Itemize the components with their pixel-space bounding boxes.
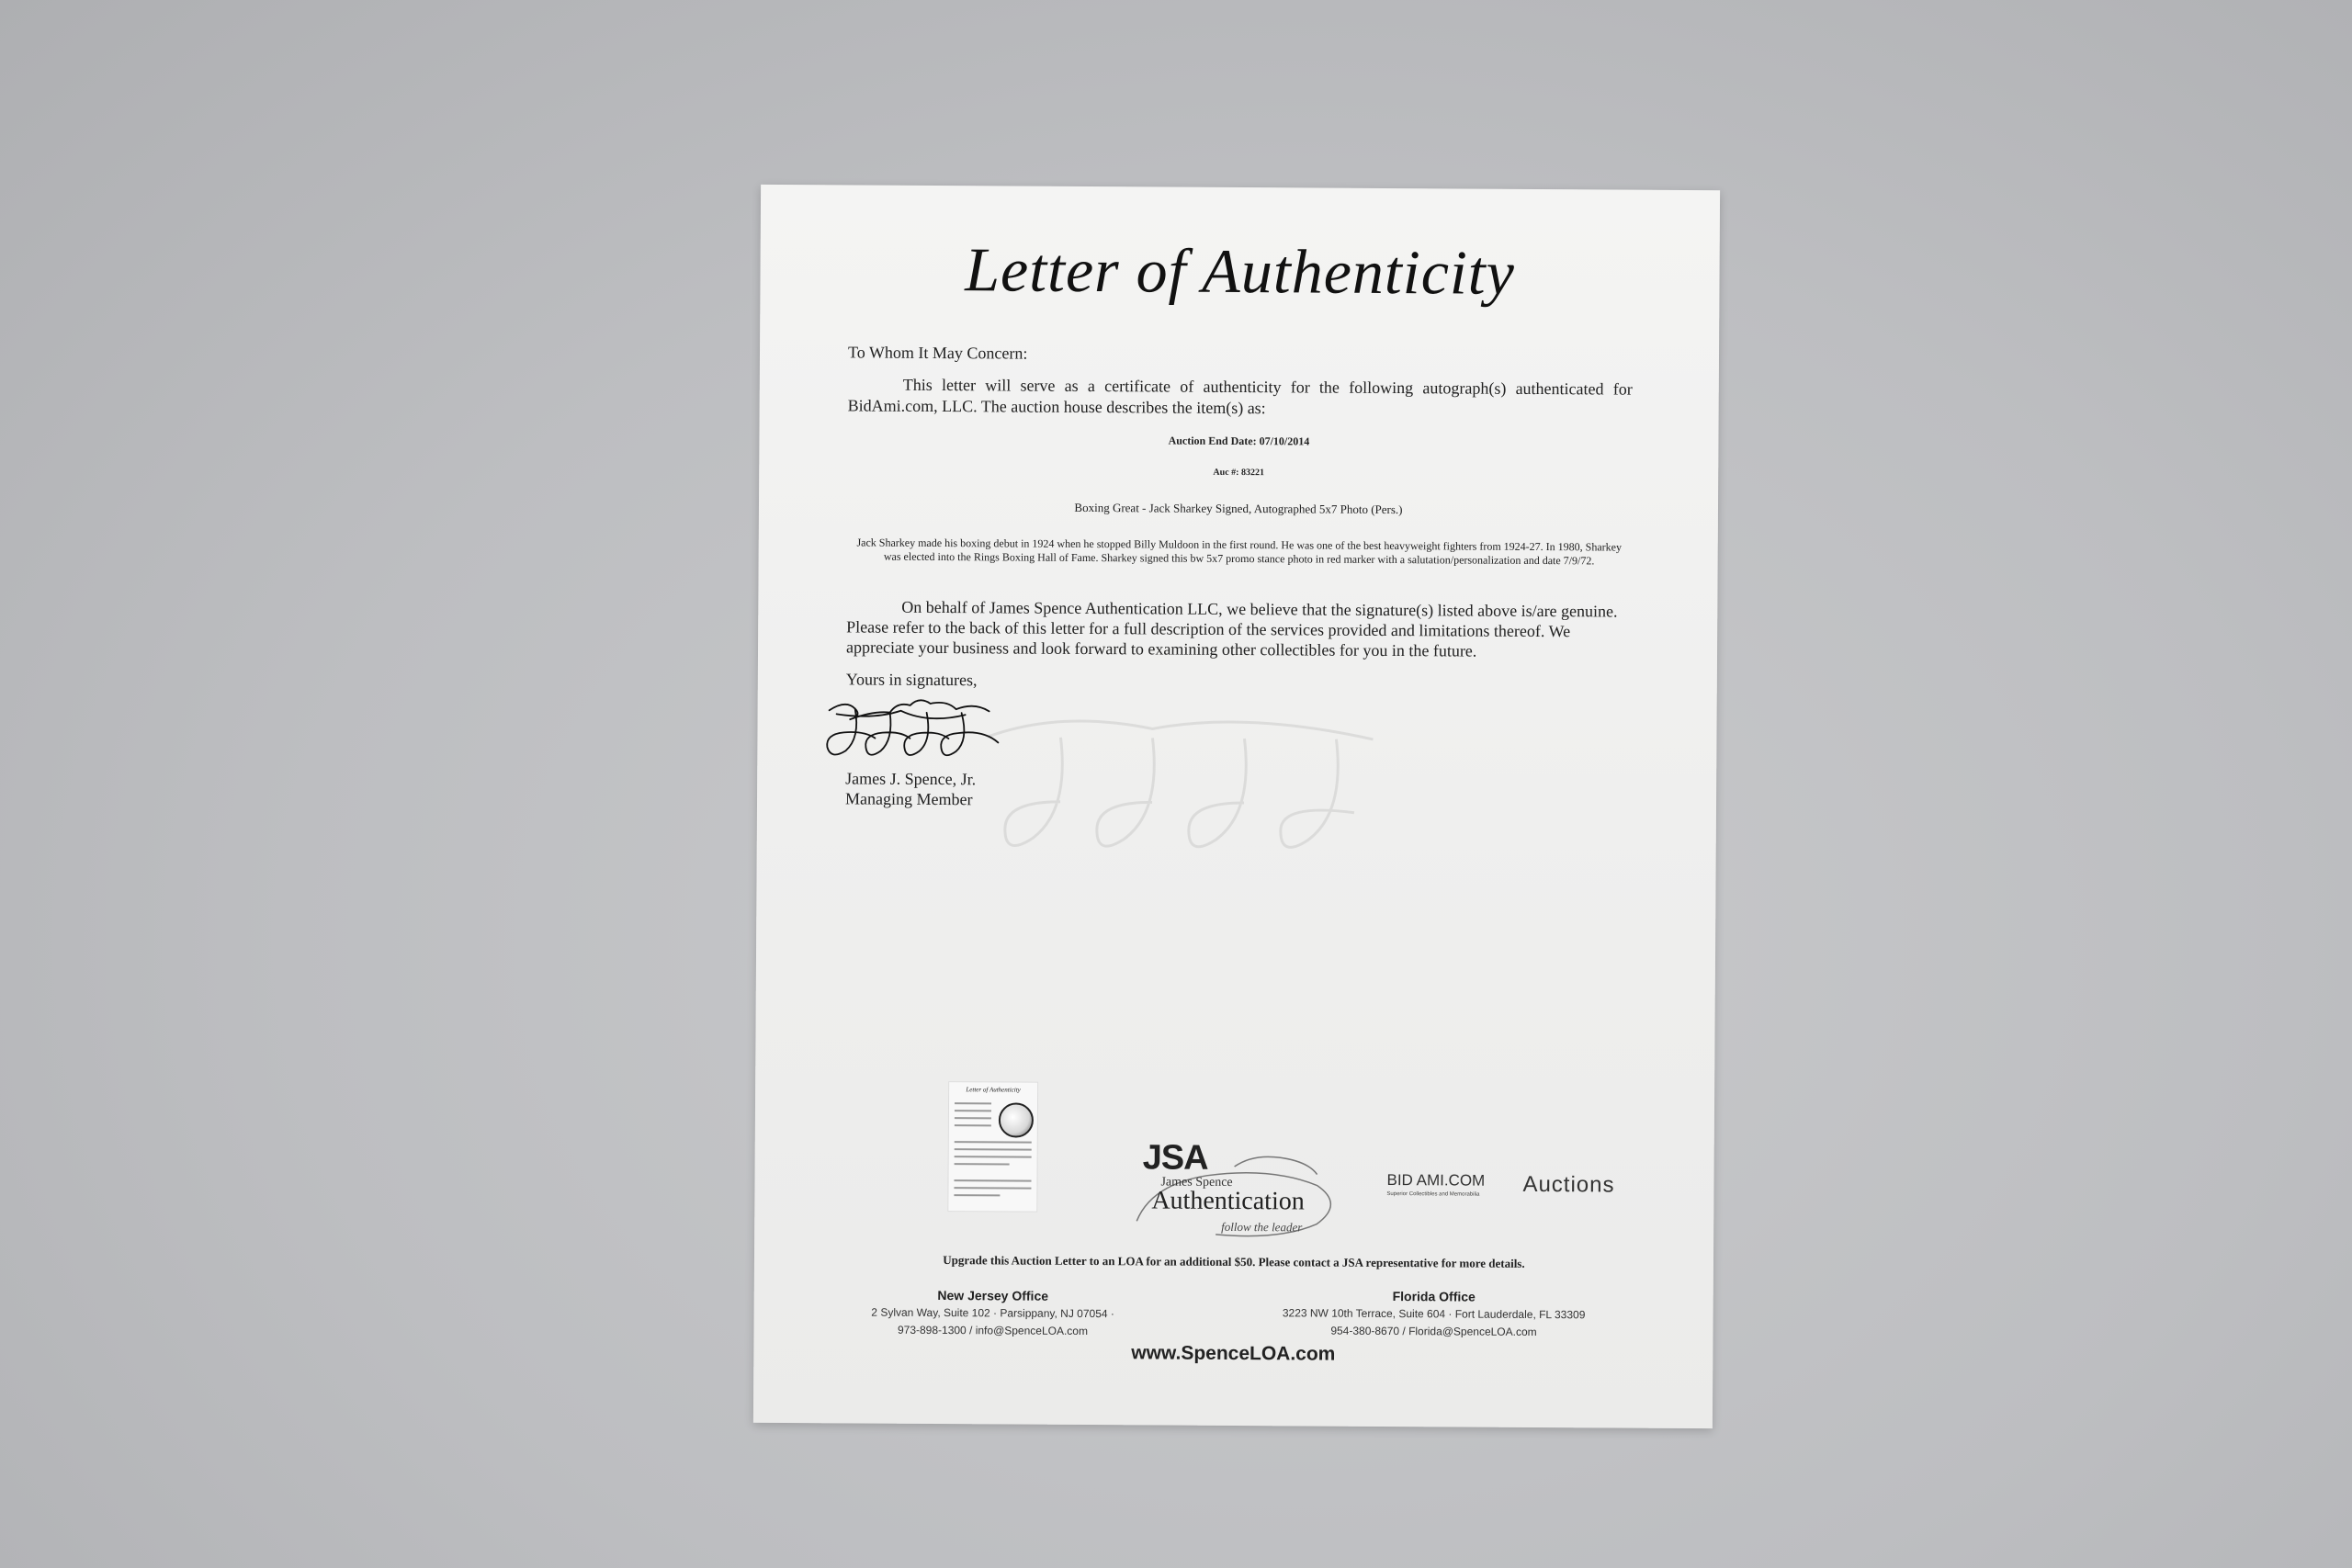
signer-title: Managing Member [844, 789, 973, 809]
body-paragraph: On behalf of James Spence Authentication LLC, we believe that the signature(s) listed above is/are genuine. Please refer to the back of this letter for a full description of the services provided and limitations thereof. We appreciate your business and look forward to examining other collectibles for you in the future. [845, 597, 1618, 660]
jsa-name: James Spence [1160, 1175, 1233, 1190]
bidami-logo [1386, 1171, 1644, 1210]
watermark-signature [968, 700, 1392, 868]
closing: Yours in signatures, [845, 670, 978, 690]
fl-office-heading: Florida Office [1392, 1289, 1476, 1304]
jsa-logo [1133, 1138, 1354, 1240]
nj-office-contact: 973-898-1300 / info@SpenceLOA.com [897, 1323, 1089, 1338]
fl-office-address: 3223 NW 10th Terrace, Suite 604 · Fort Lauderdale, FL 33309 [1282, 1306, 1586, 1322]
nj-office-heading: New Jersey Office [937, 1288, 1049, 1303]
nj-office-address: 2 Sylvan Way, Suite 102 · Parsippany, NJ 07054 · [871, 1305, 1114, 1321]
bidami-name: BID AMI.COM [1386, 1171, 1486, 1190]
salutation: To Whom It May Concern: [847, 343, 1028, 363]
bidami-tagline: Superior Collectibles and Memorabilia [1386, 1191, 1480, 1198]
intro-paragraph: This letter will serve as a certificate of authenticity for the following autograph(s) authenticated for BidAmi.com, LLC. The auction house describes the item(s) as: [847, 375, 1633, 418]
nj-office [845, 1285, 1139, 1340]
signer-name: James J. Spence, Jr. [845, 769, 977, 789]
loa-thumbnail [947, 1081, 1038, 1213]
jsa-word: Authentication [1151, 1186, 1305, 1216]
letter-sheet [753, 185, 1720, 1428]
auction-number: Auc #: 83221 [1213, 467, 1265, 479]
jsa-mark: JSA [1142, 1138, 1208, 1178]
fl-office-contact: 954-380-8670 / Florida@SpenceLOA.com [1330, 1324, 1537, 1339]
upgrade-notice: Upgrade this Auction Letter to an LOA for an additional $50. Please contact a JSA representative for more details. [943, 1253, 1525, 1270]
letter-title: Letter of Authenticity [965, 234, 1516, 308]
item-description: Jack Sharkey made his boxing debut in 1924 when he stopped Billy Muldoon in the first round. He was one of the best heavyweight fighters from 1924-27. In 1980, Sharkey was elected into the Rings Boxing Hall of Fame. Sharkey signed this bw 5x7 promo stance photo in red marker with a salutation/personalization and date 7/9/72. [856, 536, 1623, 568]
bidami-auctions: Auctions [1522, 1171, 1615, 1198]
jsa-tagline: follow the leader [1221, 1219, 1303, 1235]
fl-office [1250, 1286, 1617, 1341]
baseball-icon [999, 1102, 1034, 1137]
website-link[interactable]: www.SpenceLOA.com [1131, 1342, 1336, 1365]
auction-end-date: Auction End Date: 07/10/2014 [1168, 434, 1310, 448]
item-title: Boxing Great - Jack Sharkey Signed, Autographed 5x7 Photo (Pers.) [1074, 500, 1403, 517]
thumbnail-title: Letter of Authenticity [966, 1086, 1021, 1094]
